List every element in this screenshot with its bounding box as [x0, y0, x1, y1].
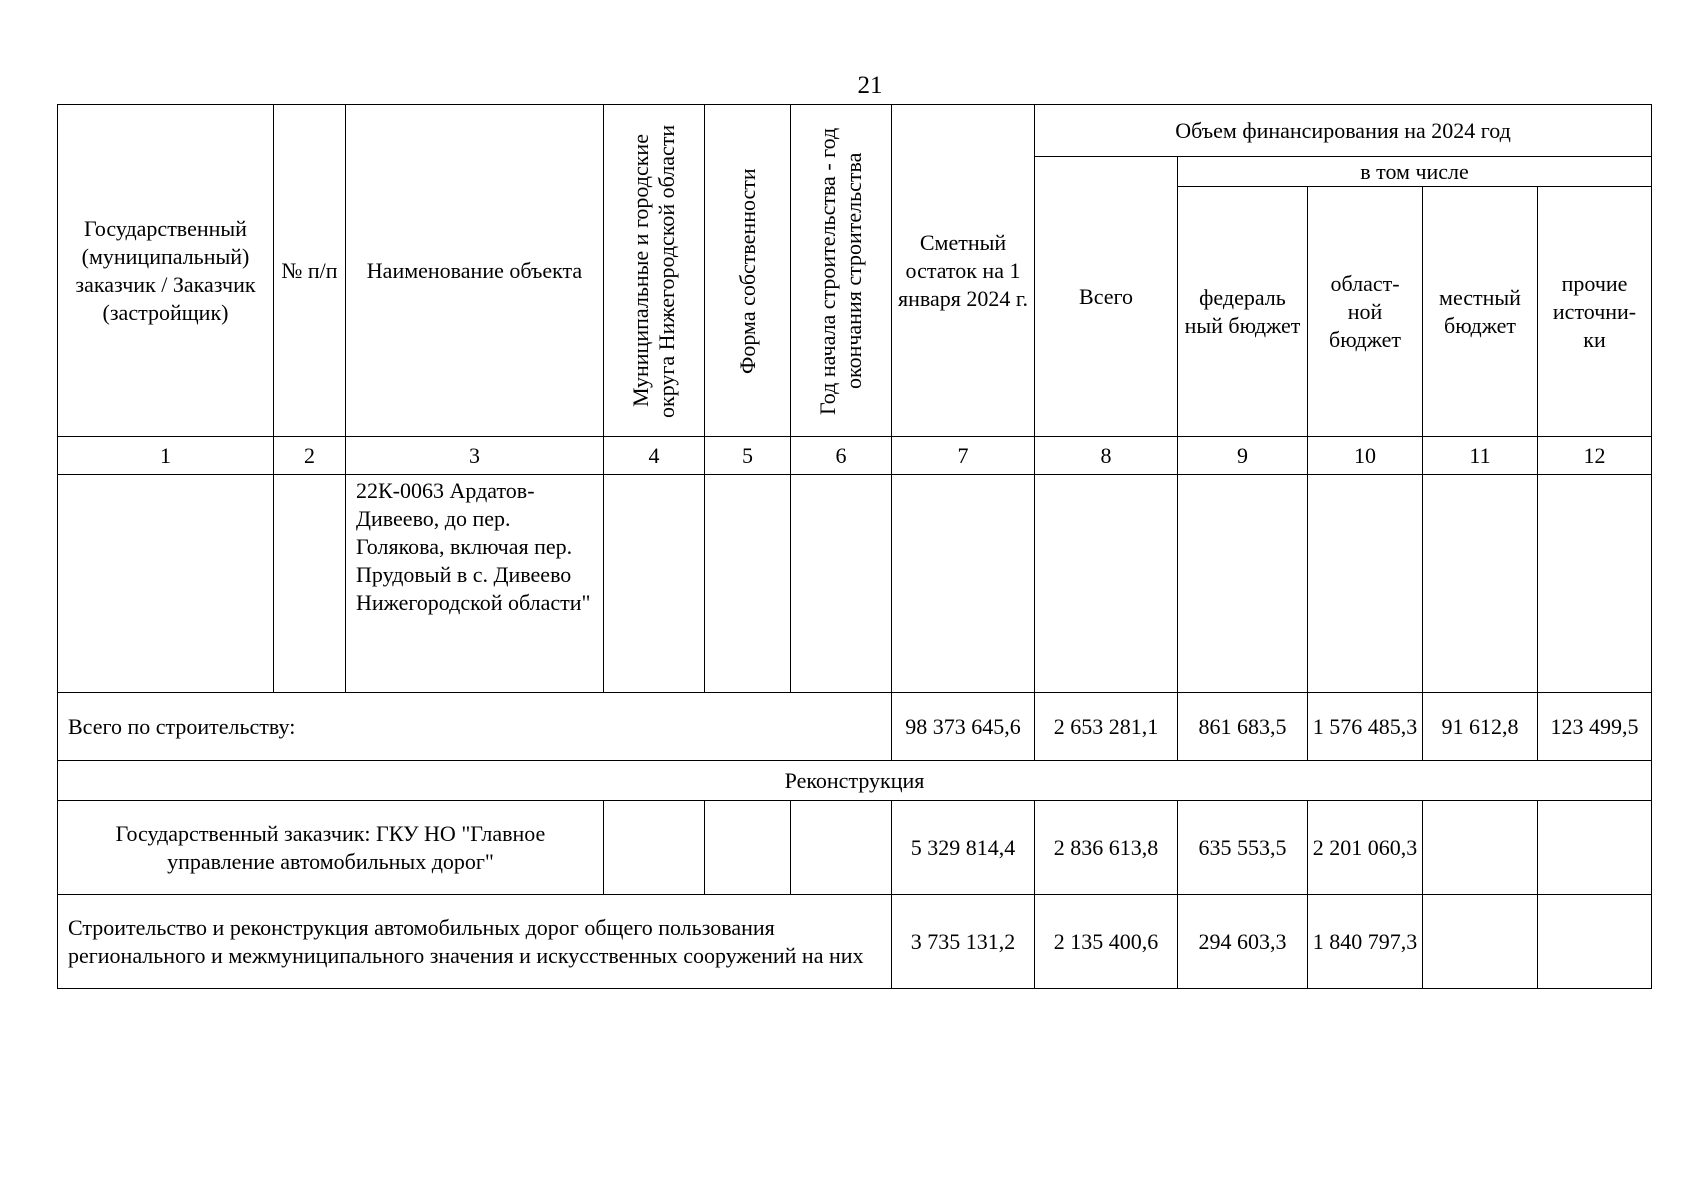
roads-regional: 1 840 797,3 [1308, 895, 1423, 989]
total-construction-label: Всего по строительству: [58, 693, 892, 761]
roads-row [58, 895, 1652, 989]
roads-total: 2 135 400,6 [1035, 895, 1178, 989]
gku-other [1538, 801, 1652, 895]
header-num: № п/п [274, 105, 346, 437]
cont-c7 [892, 475, 1035, 693]
cont-c12 [1538, 475, 1652, 693]
header-total: Всего [1035, 157, 1178, 437]
total-construction-estimate: 98 373 645,6 [892, 693, 1035, 761]
cont-object-name: 22К-0063 Ардатов-Дивеево, до пер. Голякова, включая пер. Прудовый в с. Дивеево Нижегородской области" [346, 475, 604, 693]
col-num-1: 1 [58, 437, 274, 475]
gku-c4 [604, 801, 705, 895]
header-financing-title: Объем финансирования на 2024 год [1035, 105, 1652, 157]
gku-estimate: 5 329 814,4 [892, 801, 1035, 895]
col-num-8: 8 [1035, 437, 1178, 475]
roads-federal: 294 603,3 [1178, 895, 1308, 989]
col-num-3: 3 [346, 437, 604, 475]
col-num-10: 10 [1308, 437, 1423, 475]
total-construction-local: 91 612,8 [1423, 693, 1538, 761]
total-construction-federal: 861 683,5 [1178, 693, 1308, 761]
cont-c9 [1178, 475, 1308, 693]
total-construction-total: 2 653 281,1 [1035, 693, 1178, 761]
continuation-row [58, 475, 1652, 693]
roads-local [1423, 895, 1538, 989]
header-municipal [604, 105, 705, 437]
gku-c5 [705, 801, 791, 895]
cont-c11 [1423, 475, 1538, 693]
gku-total: 2 836 613,8 [1035, 801, 1178, 895]
header-ownership [705, 105, 791, 437]
reconstruction-header: Реконструкция [58, 761, 1652, 801]
gku-regional: 2 201 060,3 [1308, 801, 1423, 895]
header-ownership-text: Форма собственности [734, 167, 760, 374]
total-construction-other: 123 499,5 [1538, 693, 1652, 761]
cont-c6 [791, 475, 892, 693]
col-num-4: 4 [604, 437, 705, 475]
header-customer: Государственный (муниципальный) заказчик / Заказчик (застройщик) [58, 105, 274, 437]
cont-c10 [1308, 475, 1423, 693]
col-num-5: 5 [705, 437, 791, 475]
gku-c6 [791, 801, 892, 895]
header-years [791, 105, 892, 437]
financing-table [57, 104, 1652, 989]
page-number: 21 [857, 72, 883, 99]
header-other: прочие источни- ки [1538, 187, 1652, 437]
total-construction-row [58, 693, 1652, 761]
roads-estimate: 3 735 131,2 [892, 895, 1035, 989]
gku-label: Государственный заказчик: ГКУ НО "Главное управление автомобильных дорог" [58, 801, 604, 895]
cont-customer [58, 475, 274, 693]
col-num-12: 12 [1538, 437, 1652, 475]
gku-local [1423, 801, 1538, 895]
total-construction-regional: 1 576 485,3 [1308, 693, 1423, 761]
col-num-2: 2 [274, 437, 346, 475]
col-num-11: 11 [1423, 437, 1538, 475]
cont-c8 [1035, 475, 1178, 693]
header-including: в том числе [1178, 157, 1652, 187]
header-municipal-text: Муниципальные и городские округа Нижегородской области [628, 123, 679, 418]
header-federal: федераль ный бюджет [1178, 187, 1308, 437]
col-num-7: 7 [892, 437, 1035, 475]
header-estimate-balance: Сметный остаток на 1 января 2024 г. [892, 105, 1035, 437]
column-numbers-row [58, 437, 1652, 475]
col-num-6: 6 [791, 437, 892, 475]
gku-row [58, 801, 1652, 895]
gku-federal: 635 553,5 [1178, 801, 1308, 895]
cont-c4 [604, 475, 705, 693]
header-object-name: Наименование объекта [346, 105, 604, 437]
cont-c5 [705, 475, 791, 693]
cont-num [274, 475, 346, 693]
header-local: местный бюджет [1423, 187, 1538, 437]
header-regional: област- ной бюджет [1308, 187, 1423, 437]
col-num-9: 9 [1178, 437, 1308, 475]
header-years-text: Год начала строительства - год окончания строительства [815, 126, 866, 415]
reconstruction-row [58, 761, 1652, 801]
roads-other [1538, 895, 1652, 989]
roads-label: Строительство и реконструкция автомобильных дорог общего пользования регионального и межмуниципального значения и искусственных сооружений на них [58, 895, 892, 989]
